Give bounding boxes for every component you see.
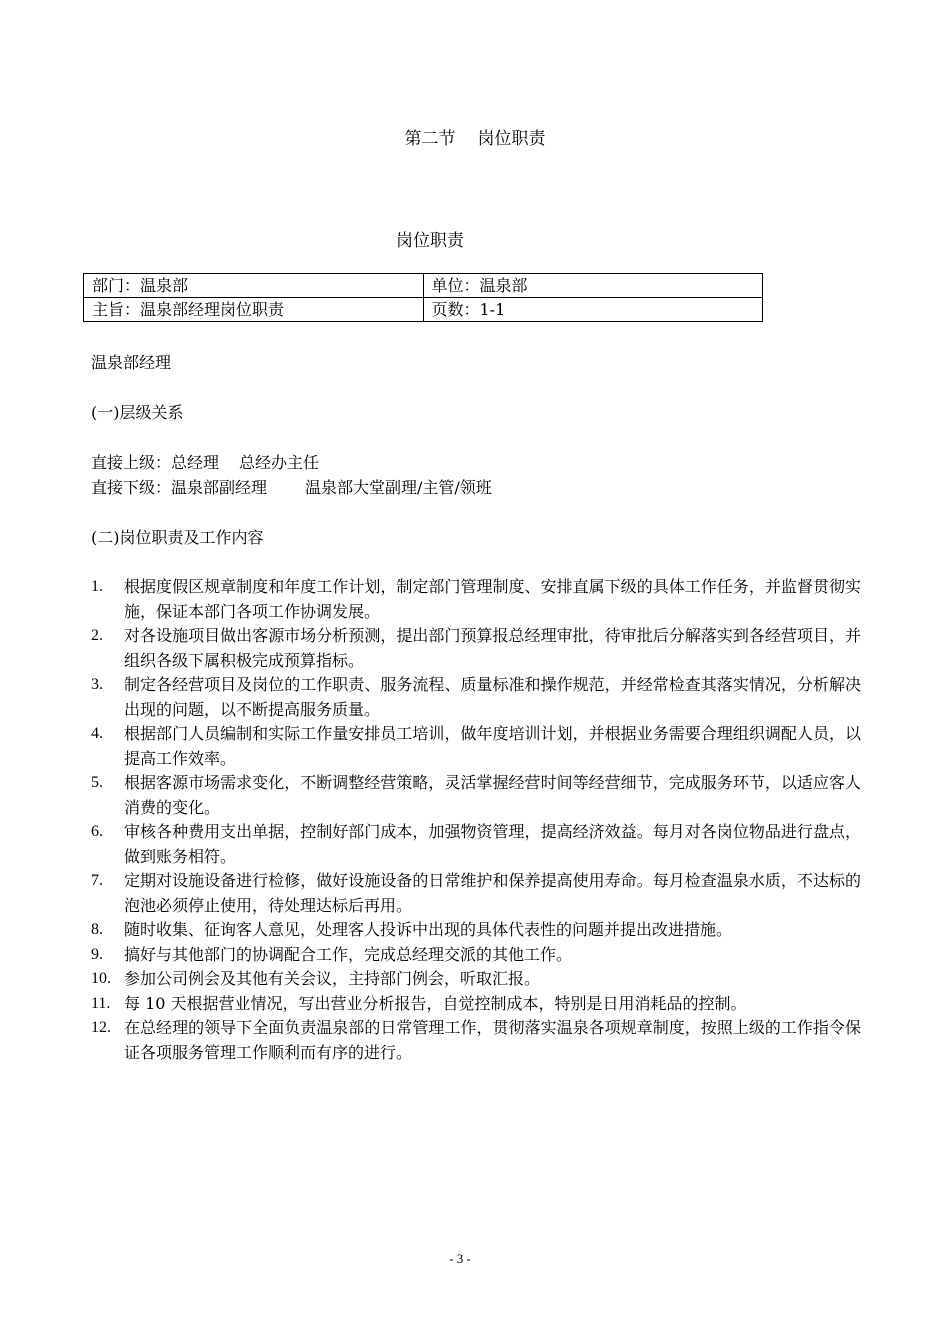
item-text: 参加公司例会及其他有关会议，主持部门例会，听取汇报。 bbox=[124, 969, 541, 988]
item-text: 搞好与其他部门的协调配合工作，完成总经理交派的其他工作。 bbox=[124, 944, 573, 964]
list-item bbox=[91, 992, 861, 1017]
superior-extra: 总经办主任 bbox=[239, 453, 320, 472]
table-row bbox=[84, 274, 763, 298]
superior-line bbox=[91, 450, 319, 475]
hierarchy-heading: (一)层级关系 bbox=[91, 403, 184, 422]
section-number: 第二节 bbox=[404, 129, 456, 149]
item-number: 1. bbox=[91, 578, 103, 595]
item-number: 8. bbox=[91, 921, 103, 938]
list-item bbox=[91, 575, 861, 624]
page-count-cell: 页数：1-1 bbox=[423, 298, 763, 322]
page-number: - 3 - bbox=[449, 1251, 471, 1266]
item-number: 2. bbox=[91, 627, 103, 644]
duties-heading: (二)岗位职责及工作内容 bbox=[91, 528, 264, 547]
list-item bbox=[91, 967, 861, 992]
unit-cell: 单位：温泉部 bbox=[423, 274, 763, 298]
item-text: 根据度假区规章制度和年度工作计划，制定部门管理制度、安排直属下级的具体工作任务，并监督贯彻实施，保证本部门各项工作协调发展。 bbox=[124, 577, 861, 621]
item-text: 每 10 天根据营业情况，写出营业分析报告，自觉控制成本，特别是日用消耗品的控制。 bbox=[124, 993, 747, 1013]
item-number: 11. bbox=[91, 994, 111, 1012]
list-item bbox=[91, 1016, 861, 1065]
list-item bbox=[91, 869, 861, 918]
list-item bbox=[91, 771, 861, 820]
section-title bbox=[0, 124, 950, 149]
subject-cell: 主旨：温泉部经理岗位职责 bbox=[84, 298, 424, 322]
item-number: 4. bbox=[91, 725, 103, 742]
list-item bbox=[91, 624, 861, 673]
list-item bbox=[91, 820, 861, 869]
subordinate-extra: 温泉部大堂副理/主管/领班 bbox=[305, 478, 492, 497]
item-text: 在总经理的领导下全面负责温泉部的日常管理工作，贯彻落实温泉各项规章制度，按照上级的工作指令保证各项服务管理工作顺利而有序的进行。 bbox=[124, 1018, 861, 1062]
duties-list bbox=[91, 575, 861, 1065]
list-item bbox=[91, 673, 861, 722]
item-number: 10. bbox=[91, 970, 111, 987]
table-row bbox=[84, 298, 763, 322]
item-text: 定期对设施设备进行检修，做好设施设备的日常维护和保养提高使用寿命。每月检查温泉水质，不达标的泡池必须停止使用，待处理达标后再用。 bbox=[124, 871, 861, 915]
list-item bbox=[91, 943, 861, 968]
item-number: 12. bbox=[91, 1019, 111, 1036]
position-name: 温泉部经理 bbox=[91, 353, 172, 372]
item-number: 6. bbox=[91, 823, 103, 840]
subordinate-line bbox=[91, 475, 492, 500]
list-item bbox=[91, 722, 861, 771]
item-number: 9. bbox=[91, 945, 103, 963]
superior-label: 直接上级：总经理 bbox=[91, 453, 220, 472]
item-text: 随时收集、征询客人意见，处理客人投诉中出现的具体代表性的问题并提出改进措施。 bbox=[124, 920, 733, 939]
document-title: 岗位职责 bbox=[396, 231, 464, 251]
item-text: 制定各经营项目及岗位的工作职责、服务流程、质量标准和操作规范，并经常检查其落实情况，分析解决出现的问题，以不断提高服务质量。 bbox=[124, 675, 861, 719]
item-number: 3. bbox=[91, 676, 103, 693]
item-text: 审核各种费用支出单据，控制好部门成本，加强物资管理，提高经济效益。每月对各岗位物品进行盘点，做到账务相符。 bbox=[124, 822, 861, 866]
list-item bbox=[91, 918, 861, 943]
item-number: 7. bbox=[91, 872, 103, 889]
item-text: 对各设施项目做出客源市场分析预测，提出部门预算报总经理审批，待审批后分解落实到各经营项目，并组织各级下属积极完成预算指标。 bbox=[124, 626, 861, 670]
info-table bbox=[83, 273, 763, 322]
department-cell: 部门：温泉部 bbox=[84, 274, 424, 298]
item-number: 5. bbox=[91, 774, 103, 791]
item-text: 根据部门人员编制和实际工作量安排员工培训，做年度培训计划，并根据业务需要合理组织调配人员，以提高工作效率。 bbox=[124, 724, 861, 768]
section-name: 岗位职责 bbox=[477, 129, 546, 149]
item-text: 根据客源市场需求变化，不断调整经营策略，灵活掌握经营时间等经营细节，完成服务环节，以适应客人消费的变化。 bbox=[124, 773, 861, 817]
subordinate-label: 直接下级：温泉部副经理 bbox=[91, 478, 268, 497]
